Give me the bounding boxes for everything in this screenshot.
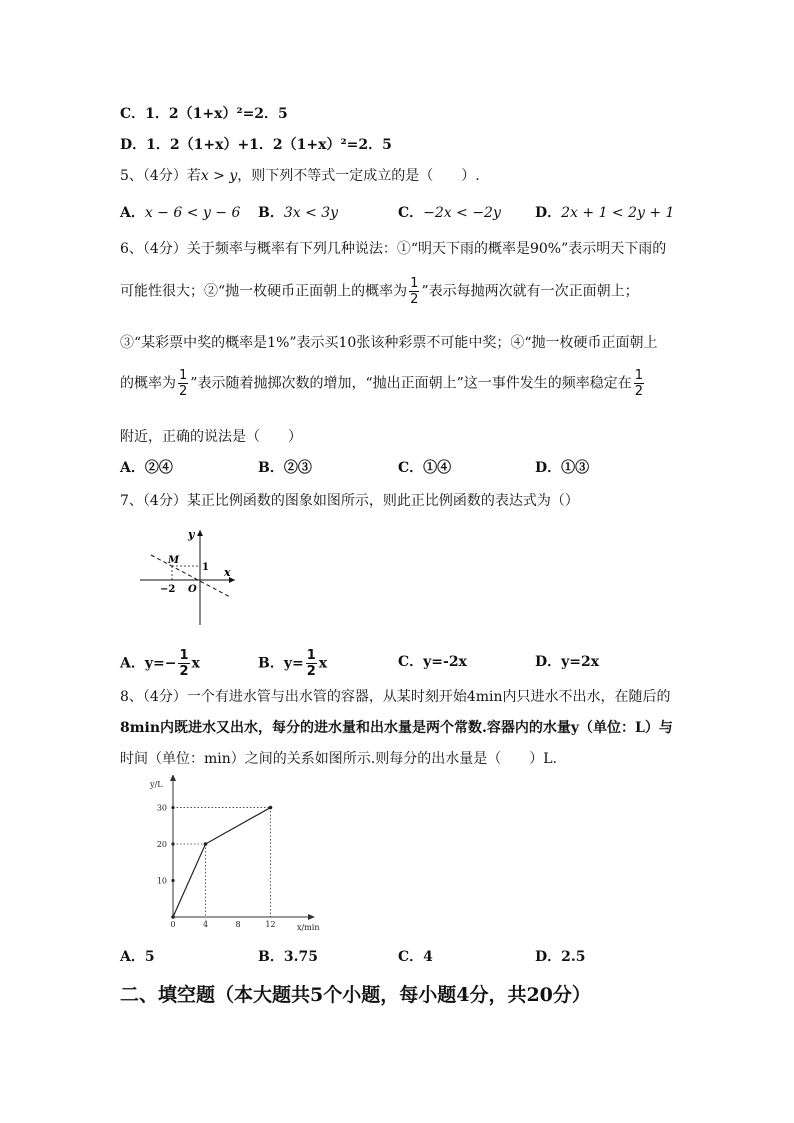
y-tick-mark — [171, 879, 174, 882]
q5-option-d: D．2x + 1 < 2y + 1 — [535, 205, 675, 221]
y-tick-label: 20 — [156, 840, 167, 850]
q8-option-b: B．3.75 — [258, 949, 318, 965]
q4-option-c: C．1．2（1+x）²=2．5 — [120, 106, 288, 122]
point-m-label: M — [168, 555, 180, 566]
y-tick-label: 1 — [202, 562, 209, 573]
fraction-one-half: $\frac{1}{2}$ — [410, 276, 419, 307]
q5-option-c: C．−2x < −2y — [398, 205, 501, 221]
q8-water-chart — [140, 775, 330, 935]
fraction-one-half: $\frac{1}{2}$ — [179, 368, 188, 399]
q8-line-2: 8min内既进水又出水，每分的进水量和出水量是两个常数.容器内的水量y（单位：L）与 — [120, 720, 673, 736]
q7-stem: 7、（4分）某正比例函数的图象如图所示，则此正比例函数的表达式为（） — [120, 493, 579, 509]
y-axis-label: y/L — [150, 780, 163, 789]
fraction-one-half: $\frac{1}{2}$ — [306, 648, 316, 679]
q6-line-5: 附近，正确的说法是（ ） — [120, 429, 302, 445]
x-tick-label: −2 — [160, 584, 176, 595]
q6-line-3: ③“某彩票中奖的概率是1%”表示买10张该种彩票不可能中奖；④“抛一枚硬币正面朝上 — [120, 335, 658, 351]
q6-option-b: B．②③ — [258, 460, 312, 476]
x-axis-label: x — [224, 566, 231, 579]
q7-option-a: A．y=− $\frac{1}{2}$ x — [120, 648, 200, 679]
q6-line-2: 可能性很大；②“抛一枚硬币正面朝上的概率为 $\frac{1}{2}$ ”表示每抛两次就有一次正面朝上； — [120, 276, 639, 307]
q6-option-c: C．①④ — [398, 460, 452, 476]
q7-option-b: B．y= $\frac{1}{2}$ x — [258, 648, 328, 679]
section-heading: 二、填空题（本大题共5个小题，每小题4分，共20分） — [120, 984, 591, 1006]
q5-option-a: A．x − 6 < y − 6 — [120, 205, 241, 221]
q7-function-graph — [135, 525, 245, 630]
origin-label: O — [188, 584, 197, 595]
q8-line-3: 时间（单位：min）之间的关系如图所示.则每分的出水量是（ ）L. — [120, 751, 557, 767]
q7-option-d: D．y=2x — [535, 654, 600, 670]
x-tick-label: 4 — [202, 920, 209, 929]
q6-option-a: A．②④ — [120, 460, 173, 476]
x-tick-label: 12 — [265, 920, 276, 929]
data-point — [204, 842, 208, 846]
y-tick-mark — [171, 842, 174, 845]
y-axis-label: y — [188, 528, 195, 541]
q5-option-b: B．3x < 3y — [258, 205, 339, 221]
q4-option-d: D．1．2（1+x）+1．2（1+x）²=2．5 — [120, 137, 392, 153]
fraction-one-half: $\frac{1}{2}$ — [634, 368, 644, 399]
q5-stem — [120, 165, 480, 185]
fraction-one-half: $\frac{1}{2}$ — [179, 648, 189, 679]
y-tick-label: 30 — [156, 803, 167, 813]
data-point — [171, 915, 175, 919]
y-axis-arrow-icon — [197, 530, 203, 536]
x-tick-label: 0 — [170, 920, 176, 929]
q5-condition-math: x > y — [200, 168, 238, 184]
q8-option-a: A．5 — [120, 949, 155, 965]
y-tick-label: 10 — [156, 876, 167, 886]
water-volume-line — [173, 808, 271, 917]
q6-line-4: 的概率为 $\frac{1}{2}$ ”表示随着抛掷次数的增加，“抛出正面朝上”这一事件发生的频率稳定在 $\frac{1}{2}$ — [120, 368, 644, 399]
q6-option-d: D．①③ — [535, 460, 590, 476]
q8-line-1: 8、（4分）一个有进水管与出水管的容器，从某时刻开始4min内只进水不出水，在随后的 — [120, 689, 671, 705]
q8-option-d: D．2.5 — [535, 949, 586, 965]
q6-line-1: 6、（4分）关于频率与概率有下列几种说法：①“明天下雨的概率是90%”表示明天下雨的 — [120, 241, 667, 257]
y-tick-mark — [171, 806, 174, 809]
q7-option-c: C．y=-2x — [398, 654, 467, 670]
x-axis-label: x/min — [297, 923, 320, 932]
data-point — [269, 806, 273, 810]
q5-stem-suffix: ，则下列不等式一定成立的是（ ）. — [237, 168, 480, 184]
y-axis-arrow-icon — [170, 775, 176, 781]
q8-option-c: C．4 — [398, 949, 433, 965]
x-tick-label: 8 — [235, 920, 241, 929]
q5-stem-prefix: 5、（4分）若 — [120, 168, 201, 184]
x-axis-arrow-icon — [308, 914, 315, 920]
